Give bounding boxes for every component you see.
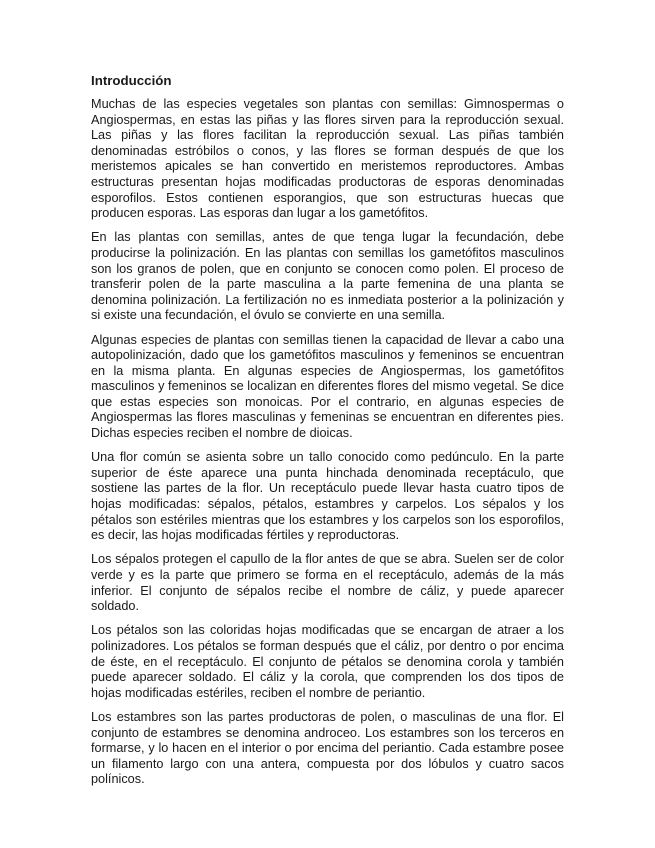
paragraph-3: Algunas especies de plantas con semillas tienen la capacidad de llevar a cabo una autopolinización, dado que los gametófitos masculinos y femeninos se encuentran en la misma planta. En algunas especies de Angiospermas, los gametófitos masculinos y femeninos se localizan en diferentes flores del mismo vegetal. Se dice que estas especies son monoicas. Por el contrario, en algunas especies de Angiospermas las flores masculinas y femeninas se encuentran en diferentes pies. Dichas especies reciben el nombre de dioicas. [91,332,564,441]
paragraph-5: Los sépalos protegen el capullo de la flor antes de que se abra. Suelen ser de color verde y es la parte que primero se forma en el receptáculo, además de la más inferior. El conjunto de sépalos recibe el nombre de cáliz, y puede aparecer soldado. [91,552,564,614]
paragraph-1: Muchas de las especies vegetales son plantas con semillas: Gimnospermas o Angiospermas, en estas las piñas y las flores sirven para la reproducción sexual. Las piñas y las flores facilitan la reproducción sexual. Las piñas también denominadas estróbilos o conos, y las flores se forman después de que los meristemos apicales se han convertido en meristemos reproductores. Ambas estructuras presentan hojas modificadas productoras de esporas denominadas esporofilos. Estos contienen esporangios, que son estructuras huecas que producen esporas. Las esporas dan lugar a los gametófitos. [91,97,564,221]
paragraph-6: Los pétalos son las coloridas hojas modificadas que se encargan de atraer a los polinizadores. Los pétalos se forman después que el cáliz, por dentro o por encima de éste, en el receptáculo. El conjunto de pétalos se denomina corola y también puede aparecer soldado. El cáliz y la corola, que comprenden los dos tipos de hojas modificadas estériles, reciben el nombre de periantio. [91,623,564,700]
section-title: Introducción [91,73,172,88]
paragraph-7: Los estambres son las partes productoras de polen, o masculinas de una flor. El conjunto de estambres se denomina androceo. Los estambres son los terceros en formarse, y lo hacen en el interior o por encima del periantio. Cada estambre posee un filamento largo con una antera, compuesta por dos lóbulos y cuatro sacos polínicos. [91,709,564,787]
paragraph-2: En las plantas con semillas, antes de que tenga lugar la fecundación, debe producirse la polinización. En las plantas con semillas los gametófitos masculinos son los granos de polen, que en conjunto se conocen como polen. El proceso de transferir polen de la parte masculina a la parte femenina de una planta se denomina polinización. La fertilización no es inmediata posterior a la polinización y si existe una fecundación, el óvulo se convierte en una semilla. [91,230,564,323]
document-body [91,73,564,797]
paragraph-4: Una flor común se asienta sobre un tallo conocido como pedúnculo. En la parte superior de éste aparece una punta hinchada denominada receptáculo, que sostiene las partes de la flor. Un receptáculo puede llevar hasta cuatro tipos de hojas modificadas: sépalos, pétalos, estambres y carpelos. Los sépalos y los pétalos son estériles mientras que los estambres y los carpelos son los esporofilos, es decir, las hojas modificadas fértiles y reproductoras. [91,450,564,543]
